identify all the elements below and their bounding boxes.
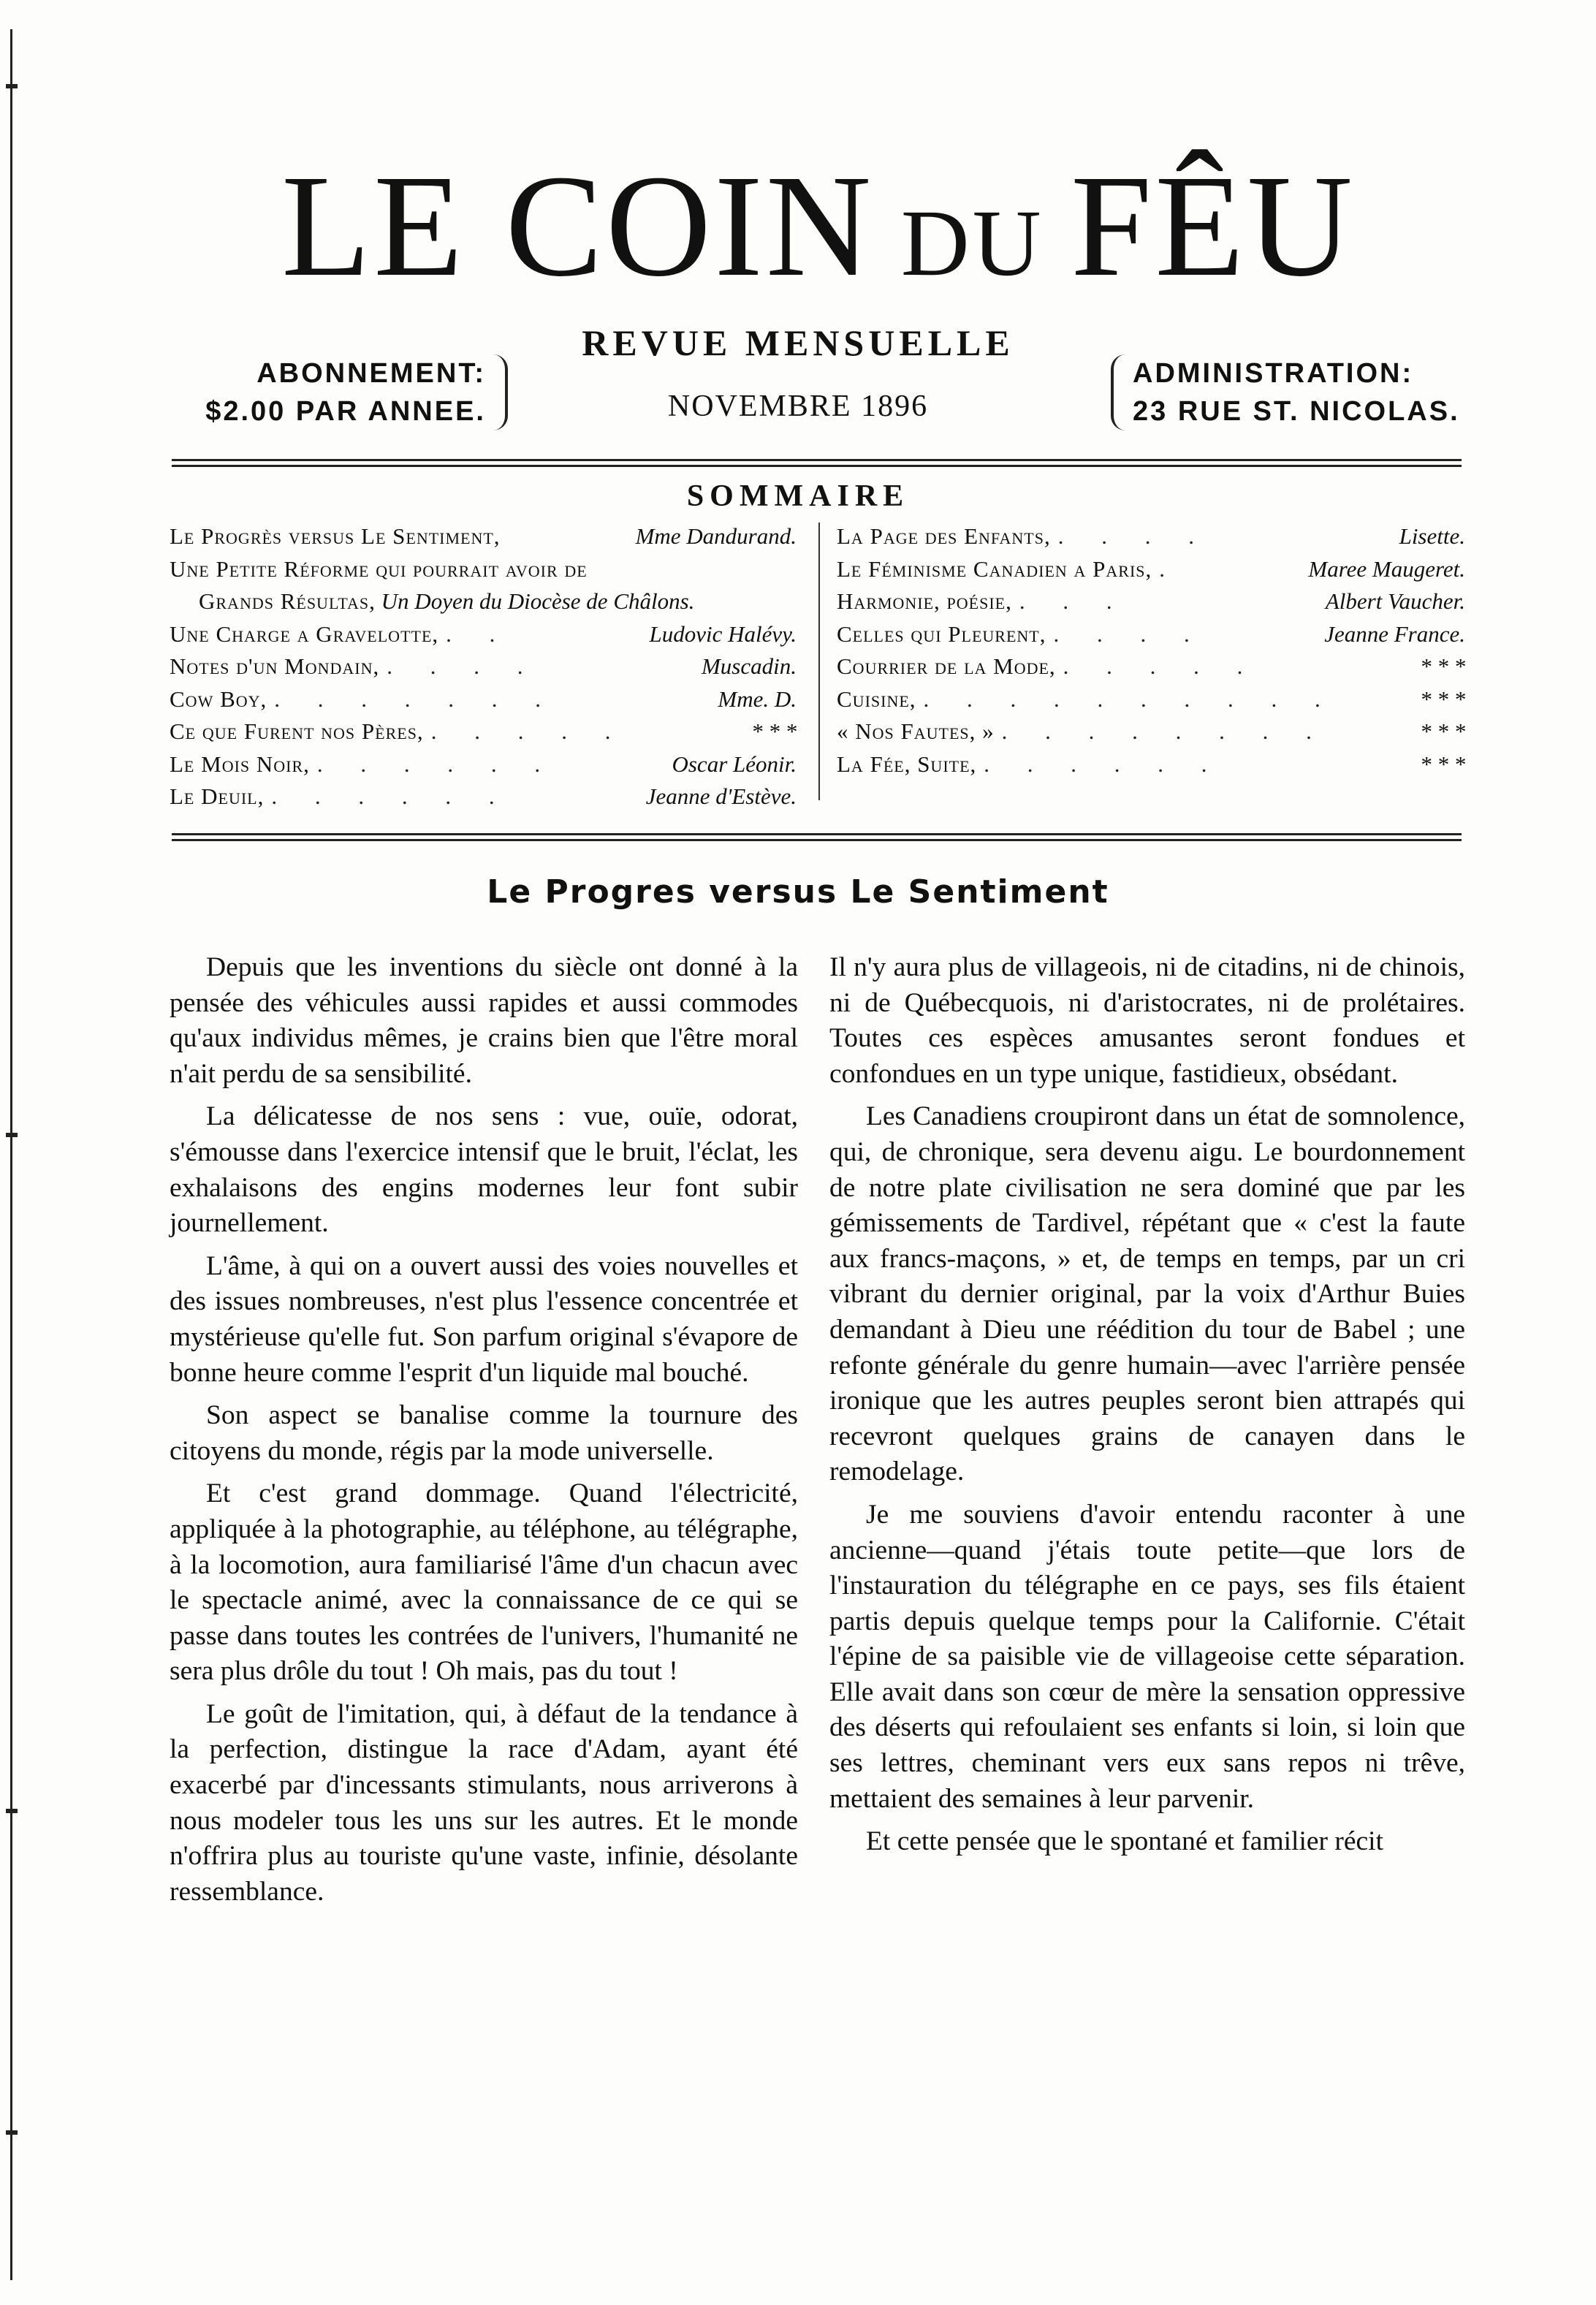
paragraph: Le goût de l'imitation, qui, à défaut de la tendance à la perfection, distingue la race d'Adam, ayant été exacerbé par d'incessants stimulants, nous arriverons à nous modeler tous les uns sur les autres. Et le monde n'offrira plus au touriste qu'une vaste, infinie, désolante ressemblance. [170,1698,798,1907]
toc-entry: Cow Boy, . . . . . . . Mme. D. [170,686,797,712]
toc-entry: « Nos Fautes, » . . . . . . . . * * * [837,718,1465,744]
toc-entry: Le Progrès versus Le Sentiment, Mme Dandurand. [170,523,797,549]
toc-entry: Le Féminisme Canadien a Paris, . Maree Maugeret. [837,555,1465,582]
binding-mark [6,84,18,88]
paragraph: Et cette pensée que le spontané et familier récit [866,1826,1383,1857]
toc-entry: Grands Résultas, Un Doyen du Diocèse de Châlons. [199,588,695,614]
paragraph: Son aspect se banalise comme la tournure des citoyens du monde, régis par la mode universelle. [170,1400,798,1466]
article-title: Le Progres versus Le Sentiment [487,873,1109,911]
toc-entry: Harmonie, poésie, . . . Albert Vaucher. [837,588,1465,614]
administration-address: 23 RUE ST. NICOLAS. [1133,396,1460,427]
toc-entry: Ce que Furent nos Pères, . . . . . * * * [170,718,797,744]
toc-entry: La Page des Enfants, . . . . Lisette. [837,523,1465,549]
masthead-rule [172,459,1462,467]
binding-mark [6,2130,18,2135]
toc-right-column [837,520,1465,781]
binding-edge [10,29,12,2280]
toc-entry: Une Petite Réforme qui pourrait avoir de [170,555,588,582]
toc-entry: Courrier de la Mode, . . . . . * * * [837,653,1465,679]
toc-entry: Notes d'un Mondain, . . . . Muscadin. [170,653,797,679]
article-column-right [829,950,1465,1867]
abonnement-label: ABONNEMENT: [256,358,486,389]
revue-mensuelle: REVUE MENSUELLE [582,322,1014,363]
toc-left-column [170,520,797,813]
toc-entry: Une Charge a Gravelotte, . . Ludovic Halévy. [170,620,797,647]
binding-mark [6,1133,18,1137]
toc-entry: Celles qui Pleurent, . . . . Jeanne France. [837,620,1465,647]
toc-entry: La Fée, Suite, . . . . . . * * * [837,751,1465,777]
binding-mark [6,1809,18,1813]
masthead-title: LE COIN DU FÊU [281,145,1356,307]
issue-date: NOVEMBRE 1896 [667,390,929,423]
sommaire-rule [172,833,1462,841]
toc-entry: Cuisine, . . . . . . . . . . * * * [837,686,1465,712]
article-column-left [170,950,798,1917]
abonnement-price: $2.00 PAR ANNEE. [205,396,486,427]
sommaire-title: SOMMAIRE [686,479,910,513]
administration-label: ADMINISTRATION: [1133,358,1414,389]
paragraph: Depuis que les inventions du siècle ont donné à la pensée des véhicules aussi rapides et aussi commodes qu'aux individus mêmes, je crains bien que l'être moral n'ait perdu de sa sensibilité. [170,952,798,1089]
paragraph: Et c'est grand dommage. Quand l'électricité, appliquée à la photographie, au téléphone, au télégraphe, à la locomotion, aura familiarisé l'âme d'un chacun avec le spectacle animé, avec la connaissance de ce qui se passe dans toutes les contrées de l'univers, l'humanité ne sera plus drôle du tout ! Oh mais, pas du tout ! [170,1478,798,1687]
toc-divider [818,523,820,800]
paragraph: L'âme, à qui on a ouvert aussi des voies nouvelles et des issues nombreuses, n'est plus l'essence concentrée et mystérieuse qu'elle fut. Son parfum original s'évapore de bonne heure comme l'esprit d'un liquide mal bouché. [170,1250,798,1388]
paragraph: La délicatesse de nos sens : vue, ouïe, odorat, s'émousse dans l'exercice intensif que le bruit, l'éclat, les exhalaisons des engins modernes leur font subir journellement. [170,1101,798,1239]
administration-box [1111,354,1498,430]
toc-entry: Le Mois Noir, . . . . . . Oscar Léonir. [170,751,797,777]
toc-entry: Le Deuil, . . . . . . Jeanne d'Estève. [170,783,797,809]
paragraph: Il n'y aura plus de villageois, ni de citadins, ni de chinois, ni de Québecquois, ni d'aristocrates, ni de prolétaires. Toutes ces espèces amusantes seront fondues et confondues en un type unique, fastidieux, obsédant. [829,952,1465,1089]
paragraph: Je me souviens d'avoir entendu raconter à une ancienne—quand j'étais toute petite—que lors de l'instauration du télégraphe en ce pays, ses fils étaient partis depuis quelque temps pour la Californie. C'était l'épine de sa paisible vie de villageoise cette séparation. Elle avait dans son cœur de mère la sensation oppressive des déserts qui refoulaient ses enfants si loin, si loin que ses lettres, cheminant vers eux sans repos ni trêve, mettaient des semaines à leur parvenir. [829,1499,1465,1814]
paragraph: Les Canadiens croupiront dans un état de somnolence, qui, de chronique, sera devenu aigu. Le bourdonnement de notre plate civilisation ne sera dominé que par les gémissements de Tardivel, répétant que « c'est la faute aux francs-maçons, » et, de temps en temps, par un cri vibrant du dernier original, par la voix d'Arthur Buies demandant à Dieu une réédition du tour de Babel ; une refonte générale du genre humain—avec l'arrière pensée ironique que les autres peuples seront bien attrapés qui recevront quelques grains de canayen dans le remodelage. [829,1101,1465,1487]
abonnement-box [179,354,508,430]
